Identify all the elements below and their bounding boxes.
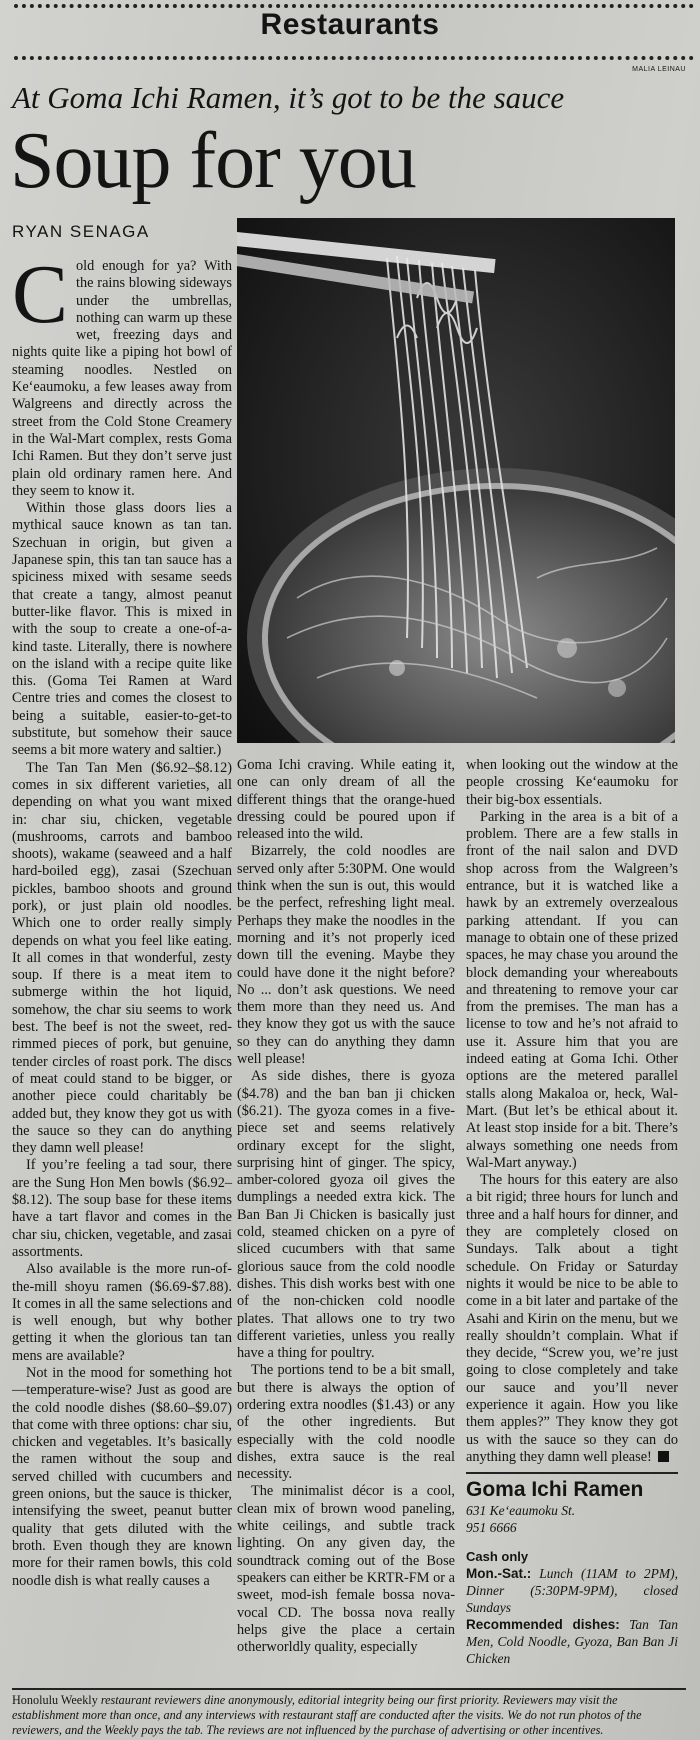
article-paragraph: The hours for this eatery are also a bit rigid; three hours for lunch and three and a half hours for dinner, and they are completely closed on Sundays. Talk about a tight schedule. On Friday or Saturday nights it would be nice to be able to come in a bit later and partake of the Asahi and Kirin on the menu, but we really shouldn’t complain. What if they decide, “Screw you, we’re just going to close completely and take our sauce and you’ll never experience it again. How you like them apples?” They know they got us with the sauce so they can do anything they damn well please! [466, 1172, 678, 1465]
restaurant-info-box [466, 1478, 678, 1667]
publication-name: Honolulu Weekly [12, 1693, 98, 1707]
article-headline: Soup for you [10, 117, 416, 205]
restaurant-phone: 951 6666 [466, 1520, 517, 1536]
article-paragraph: Parking in the area is a bit of a problem. There are a few stalls in front of the nail salon and DVD shop across from the Walgreen’s entrance, but it is watched like a hawk by an extremely overzealous parking attendant. If you can manage to obtain one of these prized spaces, he may chase you around the block demanding your whereabouts and threatening to remove your car from the premises. The man has a license to tow and he’s not afraid to use it. Assure him that you are indeed eating at Goma Ichi. Other options are the metered parallel stalls along Makaloa or, heck, Wal-Mart. (But let’s be ethical about it. At least stop inside for a bit. There’s always something one needs from Wal-Mart anyway.) [466, 808, 678, 1171]
article-paragraph: Not in the mood for something hot—temperature-wise? Just as good are the cold noodle dishes ($8.60–$9.07) that come with three options: char siu, chicken and vegetables. It’s basically the ramen without the soup and served chilled with cucumbers and green onions, but the sauce is thicker, intensifying the sweet, peanut butter quality that gets diluted with the broth. Even though they are known more for their ramen bowls, this cold noodle dish is what really causes a [12, 1365, 232, 1589]
article-paragraph: Also available is the more run-of-the-mill shoyu ramen ($6.69-$7.88). It comes in all the same selections and is well enough, but why bother getting it when the glorious tan tan mens are available? [12, 1261, 232, 1364]
article-paragraph: The portions tend to be a bit small, but there is always the option of ordering extra noodles ($1.43) or any of the other ingredients. But especially with the cold noodle dishes, extra sauce is the real necessity. [237, 1362, 455, 1483]
article-column-2 [237, 757, 455, 1656]
article-paragraph: Bizarrely, the cold noodles are served only after 5:30PM. One would think when the sun is out, this would be the perfect, refreshing light meal. Perhaps they make the noodles in the morning and it’s not properly iced down till the evening. Maybe they could have done it the night before? No ... don’t ask questions. We need them more than they need us. And they know they got us with the sauce so they can do anything they damn well please! [237, 843, 455, 1068]
restaurant-address: 631 Ke‘eaumoku St. [466, 1503, 576, 1519]
article-paragraph: The minimalist décor is a cool, clean mix of brown wood paneling, white ceilings, and subtle track lighting. On any given day, the soundtrack coming out of the Bose speakers can either be KRTR-FM or a sweet, mod-ish female bossa nova-vocal CD. The bossa nova really helps give the place a certain otherworldly quality, especially [237, 1483, 455, 1656]
article-column-3 [466, 757, 678, 1667]
ramen-noodles-photo [237, 218, 675, 743]
article-paragraph: The Tan Tan Men ($6.92–$8.12) comes in six different varieties, all depending on what you want mixed in: char siu, chicken, vegetable (mushrooms, carrots and bamboo shoots), wakame (seaweed and a half hard-boiled egg), zasai (Szechuan pickles, bamboo shoots and ground pork), or just plain old noodles. Which one to order really simply depends on what you feel like eating. It all comes in that wonderful, zesty soup. If there is a meat item to submerge within the hot liquid, somehow, the char siu seems to work best. The beef is not the sweet, red-rimmed pieces of pork, but genuine, tender circles of roast pork. The discs of meat could stand to be bigger, or another piece could charitably be added but, they know they got us with the sauce so they can do anything they damn well please! [12, 759, 232, 1157]
drop-cap: C [12, 248, 69, 341]
end-mark [658, 1451, 669, 1462]
restaurant-name: Goma Ichi Ramen [466, 1478, 644, 1502]
recommended-dishes: Recommended dishes: Tan Tan Men, Cold Noodle, Gyoza, Ban Ban Ji Chicken [466, 1617, 678, 1667]
article-paragraph: when looking out the window at the people crossing Ke‘eaumoku for their big-box essentials. [466, 757, 678, 808]
photo-credit: MALIA LEINAU [632, 66, 686, 73]
article-paragraph: Goma Ichi craving. While eating it, one can only dream of all the different things that the orange-hued dressing could be poured upon if released into the wild. [237, 757, 455, 843]
article-paragraph: Within those glass doors lies a mythical sauce known as tan tan. Szechuan in origin, but given a Japanese spin, this tan tan sauce has a spiciness mixed with sesame seeds that create a tangy, almost peanut butter-like flavor. This is mixed in with the soup to create a one-of-a-kind taste. Literally, there is nowhere on the island with a recipe quite like this. (Goma Tei Ramen at Ward Centre tries and comes the closest to being a suitable, easier-to-get-to substitute, but somehow their sauce seems a bit more watery and saltier.) [12, 500, 232, 759]
article-paragraph: Cold enough for ya? With the rains blowing sideways under the umbrellas, nothing can warm up these wet, freezing days and nights quite like a piping hot bowl of steaming noodles. Nestled on Ke‘eaumoku, a few leases away from Walgreens and directly across the street from the Cold Stone Creamery in the Wal-Mart complex, rests Goma Ichi Ramen. But they don’t serve just plain old ordinary ramen here. And they seem to know it. [12, 248, 232, 499]
article-deck: At Goma Ichi Ramen, it’s got to be the sauce [12, 80, 565, 115]
hours-info: Mon.-Sat.: Lunch (11AM to 2PM), Dinner (5:30PM-9PM), closed Sundays [466, 1566, 679, 1616]
article-paragraph: If you’re feeling a tad sour, there are the Sung Hon Men bowls ($6.92–$8.12). The soup base for these items have a tart flavor and comes in the char siu, chicken, vegetable, and zasai assortments. [12, 1157, 232, 1260]
article-column-1 [12, 248, 232, 1590]
info-box-rule [466, 1472, 678, 1474]
payment-info: Cash only [466, 1549, 529, 1565]
reviewer-policy-footer: Honolulu Weekly restaurant reviewers dine anonymously, editorial integrity being our first priority. Reviewers may visit the establishment more than once, and any interviews with restaurant staff are conducted after the visits. We do not run photos of the reviewers, and the Weekly pays the tab. The reviews are not influenced by the purchase of advertising or other incentives. [12, 1688, 686, 1738]
article-byline: RYAN SENAGA [12, 222, 150, 241]
section-label: Restaurants [260, 8, 440, 41]
section-dotted-rule [14, 56, 694, 60]
article-paragraph: As side dishes, there is gyoza ($4.78) and the ban ban ji chicken ($6.21). The gyoza comes in a five-piece set and seems relatively ordinary except for the slight, surprising hint of ginger. The spicy, amber-colored gyoza oil gives the dumplings a needed extra kick. The Ban Ban Ji Chicken is basically just cold, steamed chicken on a pyre of sliced cucumbers with that same glorious sauce from the cold noodle dishes. This dish works best with one of the non-chicken cold noodle plates. That allows one to try two different varieties, unless you really have a thing for poultry. [237, 1068, 455, 1362]
